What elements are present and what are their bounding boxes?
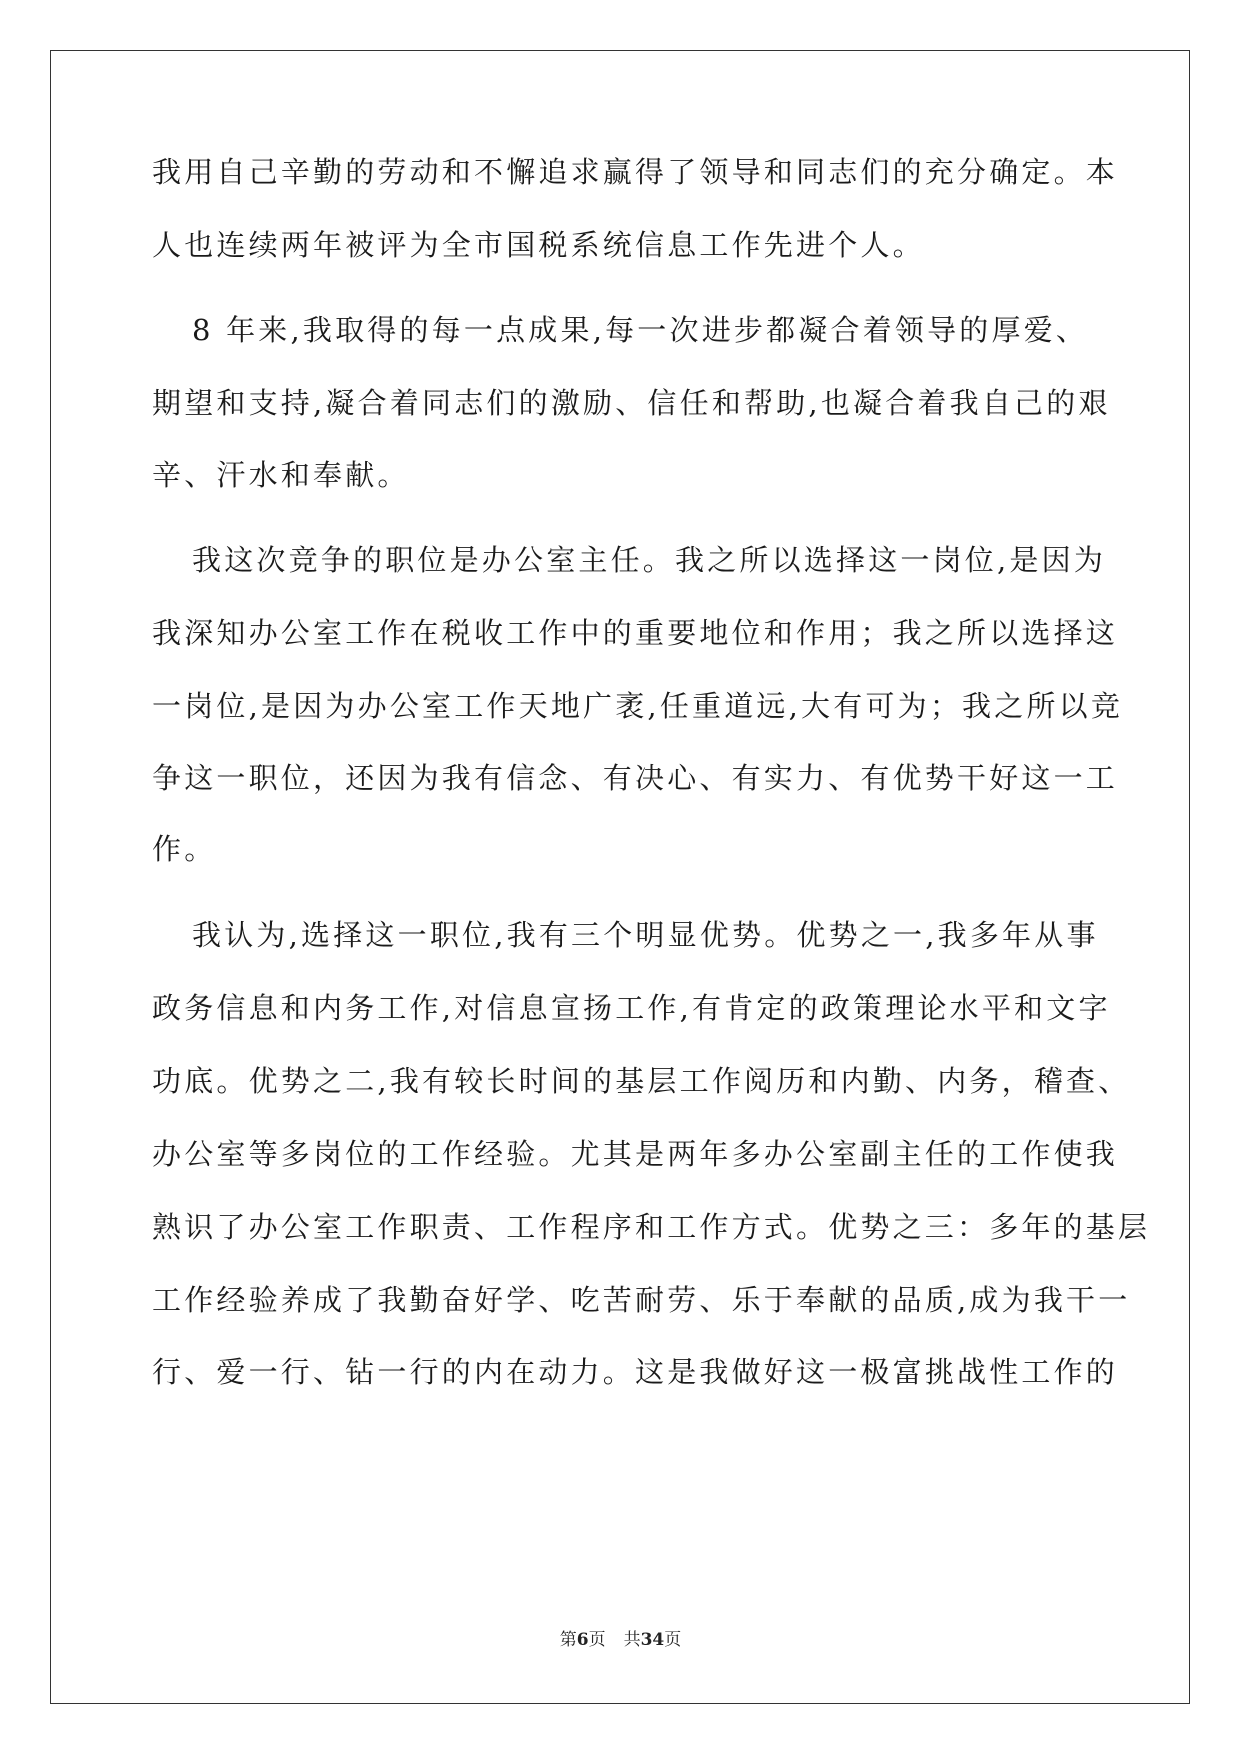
text-line: 办公室等多岗位的工作经验。尤其是两年多办公室副主任的工作使我 — [152, 1137, 1119, 1171]
text-line: 我深知办公室工作在税收工作中的重要地位和作用；我之所以选择这 — [152, 616, 1119, 650]
total-label-prefix: 共 — [623, 1630, 641, 1650]
text-line: 争这一职位，还因为我有信念、有决心、有实力、有优势干好这一工 — [152, 761, 1119, 795]
text-line: 政务信息和内务工作,对信息宣扬工作,有肯定的政策理论水平和文字 — [152, 991, 1111, 1025]
total-label-suffix: 页 — [664, 1630, 682, 1650]
text-line: 辛、汗水和奉献。 — [152, 458, 410, 492]
text-line: 人也连续两年被评为全市国税系统信息工作先进个人。 — [152, 228, 925, 262]
text-line: 作。 — [152, 832, 217, 866]
text-line: 我这次竞争的职位是办公室主任。我之所以选择这一岗位,是因为 — [192, 543, 1107, 577]
text-line: 期望和支持,凝合着同志们的激励、信任和帮助,也凝合着我自己的艰 — [152, 386, 1111, 420]
text-line: 功底。优势之二,我有较长时间的基层工作阅历和内勤、内务，稽查、 — [152, 1064, 1131, 1098]
text-line: 行、爱一行、钻一行的内在动力。这是我做好这一极富挑战性工作的 — [152, 1355, 1119, 1389]
text-line: 我认为,选择这一职位,我有三个明显优势。优势之一,我多年从事 — [192, 918, 1099, 952]
page-label-prefix: 第 — [559, 1630, 577, 1650]
page-label-suffix: 页 — [588, 1630, 606, 1650]
text-line: 工作经验养成了我勤奋好学、吃苦耐劳、乐于奉献的品质,成为我干一 — [152, 1283, 1131, 1317]
page-footer — [0, 1630, 1241, 1650]
text-line: 一岗位,是因为办公室工作天地广袤,任重道远,大有可为；我之所以竞 — [152, 689, 1124, 723]
text-line: 熟识了办公室工作职责、工作程序和工作方式。优势之三：多年的基层 — [152, 1210, 1151, 1244]
page-number: 6 — [576, 1630, 589, 1650]
text-line: 8 年来,我取得的每一点成果,每一次进步都凝合着领导的厚爱、 — [192, 313, 1089, 347]
total-pages: 34 — [640, 1630, 665, 1650]
page-border — [50, 50, 1190, 1704]
text-line: 我用自己辛勤的劳动和不懈追求赢得了领导和同志们的充分确定。本 — [152, 155, 1119, 189]
